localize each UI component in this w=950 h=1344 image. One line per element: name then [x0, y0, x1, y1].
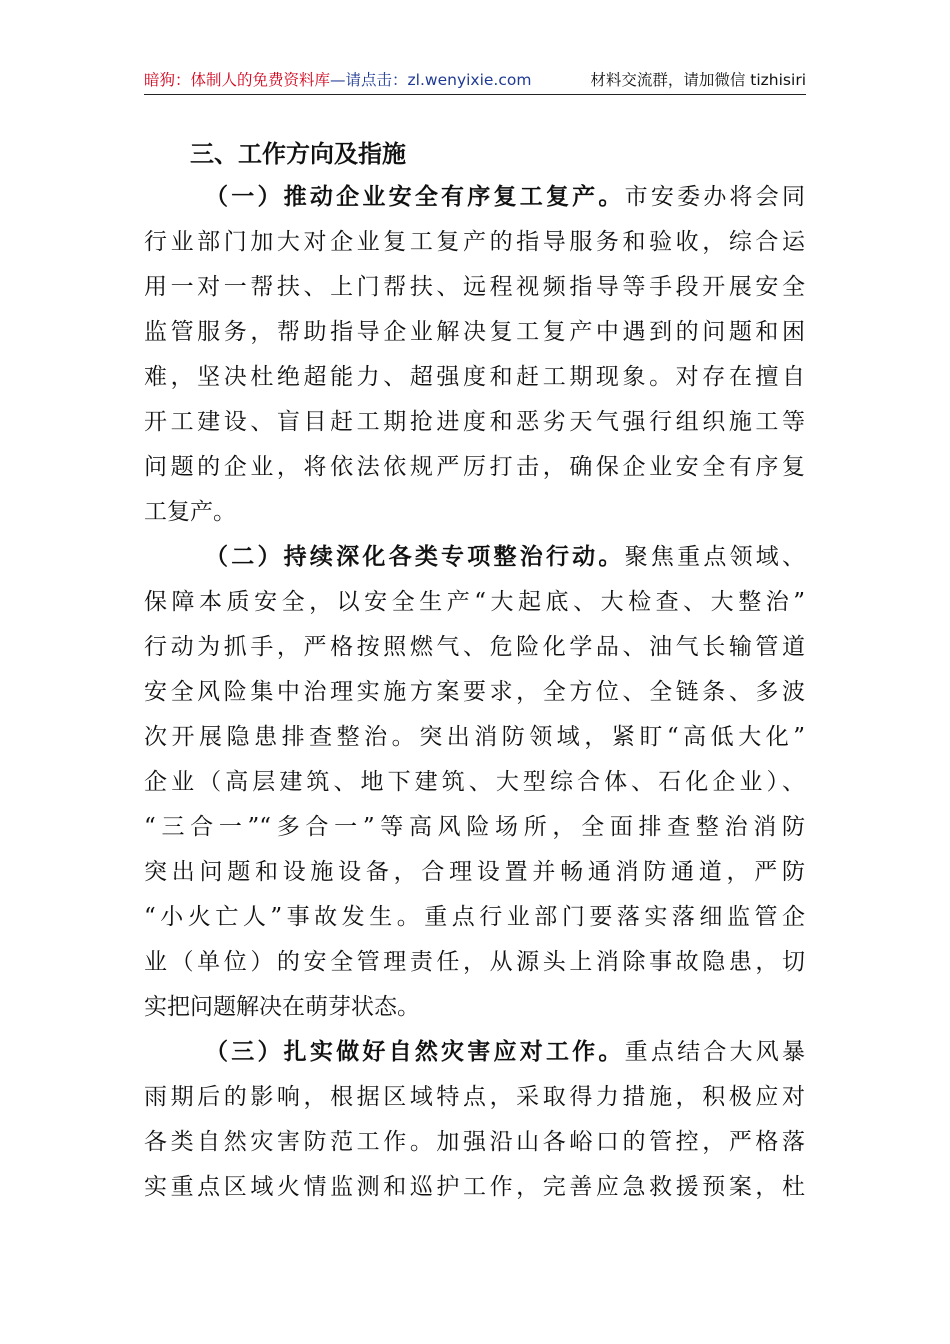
- p2-line: “三合一”“多合一”等高风险场所，全面排查整治消防: [144, 814, 805, 840]
- p1-lead: （一）推动企业安全有序复工复产。: [205, 184, 625, 210]
- p2-last-line: 实把问题解决在萌芽状态。: [144, 994, 420, 1020]
- p1-line: 行业部门加大对企业复工复产的指导服务和验收，综合运: [144, 229, 805, 255]
- p2-line: 保障本质安全，以安全生产“大起底、大检查、大整治”: [144, 589, 805, 615]
- p2-line: 行动为抓手，严格按照燃气、危险化学品、油气长输管道: [144, 634, 805, 660]
- p3-line: 各类自然灾害防范工作。加强沿山各峪口的管控，严格落: [144, 1129, 805, 1155]
- p3-line: 实重点区域火情监测和巡护工作，完善应急救援预案，杜: [144, 1174, 805, 1200]
- p2-line: 次开展隐患排查整治。突出消防领域，紧盯“高低大化”: [144, 724, 805, 750]
- p3-line-1: （三）扎实做好自然灾害应对工作。重点结合大风暴: [205, 1039, 805, 1065]
- header-prompt: —请点击：: [330, 71, 408, 89]
- p2-line: 安全风险集中治理实施方案要求，全方位、全链条、多波: [144, 679, 805, 705]
- p2-line: 突出问题和设施设备，合理设置并畅通消防通道，严防: [144, 859, 805, 885]
- p1-line: 开工建设、盲目赶工期抢进度和恶劣天气强行组织施工等: [144, 409, 805, 435]
- section-title: 三、工作方向及指施: [190, 140, 406, 168]
- page-header: [144, 68, 806, 95]
- p2-line: 业（单位）的安全管理责任，从源头上消除事故隐患，切: [144, 949, 805, 975]
- p3-lead: （三）扎实做好自然灾害应对工作。: [205, 1039, 625, 1065]
- p2-line: “小火亡人”事故发生。重点行业部门要落实落细监管企: [144, 904, 805, 930]
- p1-line: 问题的企业，将依法依规严厉打击，确保企业安全有序复: [144, 454, 805, 480]
- p2-line: 企业（高层建筑、地下建筑、大型综合体、石化企业）、: [144, 769, 805, 795]
- p2-line-1: （二）持续深化各类专项整治行动。聚焦重点领域、: [205, 544, 805, 570]
- p1-line: 监管服务，帮助指导企业解决复工复产中遇到的问题和困: [144, 319, 805, 345]
- p1-line: 用一对一帮扶、上门帮扶、远程视频指导等手段开展安全: [144, 274, 805, 300]
- p1-last-line: 工复产。: [144, 499, 236, 525]
- p3-line: 雨期后的影响，根据区域特点，采取得力措施，积极应对: [144, 1084, 805, 1110]
- header-wechat-note: 材料交流群，请加微信 tizhisiri: [590, 71, 806, 89]
- p1-line-1: （一）推动企业安全有序复工复产。市安委办将会同: [205, 184, 805, 210]
- header-brand: 暗狗：体制人的免费资料库: [144, 71, 331, 89]
- p2-lead: （二）持续深化各类专项整治行动。: [205, 544, 625, 570]
- header-link[interactable]: zl.wenyixie.com: [407, 71, 532, 89]
- p1-line: 难，坚决杜绝超能力、超强度和赶工期现象。对存在擅自: [144, 364, 805, 390]
